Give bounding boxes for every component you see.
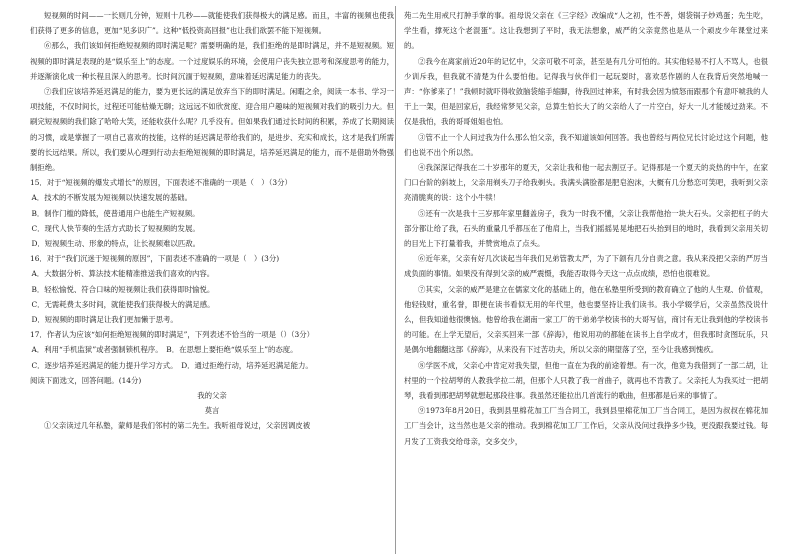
essay-paragraph: 苑二先生用戒尺打肿手掌的事。祖母说父亲在《三字经》改编成“人之初，性不善，烟袋锅子炒鸡蛋；先生吃，学生看，撑死这个老混蛋”。这让我想到了平时，我无法想象，威严的父亲竟然也是从一个顽皮少年课堂过来的。 — [404, 11, 768, 51]
question-15-option-c: C．现代人快节奏的生活方式助长了短视频的发展。 — [31, 223, 200, 233]
essay-paragraph: ②我今在离家前近20年的记忆中，父亲可敬不可亲，甚至是有几分可怕的。其实他轻易不打人不骂人，也很少训斥我，但我就不清楚为什么要怕他。记得我与伙伴们一起玩耍时，喜欢恶作剧的人在我背后突然地喊一声：“你爹来了！”我顿时就吓得收敛脑袋缩手缩脚，待我回过神来，有时我会因为愤怒而跟那个有意吓唬我的人干上一架，但是回家后，我经常梦见父亲，总算生怕长大了的父亲给人了一片空白，好大一儿才能缓过劲来。不仅是我怕，我的哥哥姐姐也怕。 — [404, 56, 768, 127]
question-17: 17．作者认为应该“如何拒绝短视频的即时满足”，下列表述不恰当的一项是（）（3分） — [30, 330, 315, 340]
question-16-option-d: D．短视频的即时满足让我们更加懒于思考。 — [31, 315, 178, 325]
essay-paragraph: ⑨1973年8月20日，我到县里棉花加工厂当合同工，我到县里棉花加工厂当合同工，是因为叔叔在棉花加工厂当会计，这当然也是父亲的推动。我到棉花加工厂工作后，父亲从没问过我挣多少钱，更没跟我要过钱。每月发了工资我交给母亲，交多交少， — [404, 406, 768, 446]
passage-paragraph: 短视频的时间——一长则几分钟，短则十几秒——就能使我们获得极大的满足感。而且，丰富的视频也使我们获得了更多的信息，更加“见多识广”。这种“低投资高回报”也让我们欲罢不能下短视频。 — [30, 11, 394, 36]
question-15-option-a: A．技术的不断发展为短视频以快速发展的基础。 — [31, 193, 193, 203]
reading-intro: 阅读下面选文，回答问题。(14分) — [30, 375, 142, 385]
essay-author: 莫言 — [204, 406, 220, 416]
question-16: 16．对于“我们沉迷于短视频的原因”，下面表述不准确的一项是（ ）(3分) — [30, 254, 280, 264]
passage-paragraph: ⑥那么，我们该如何拒绝短视频的即时满足呢？需要明确的是，我们拒绝的是即时满足，并不是短视频。短视频的即时满足表现的是“娱乐至上”的态度。一个过度娱乐的环境，会使用户丧失独立思考和深度思考的能力，并逐渐演化成一种长程且深入的思考。长时间沉湎于短视频，意味着延迟满足能力的丧失。 — [30, 41, 394, 81]
essay-paragraph: ⑦其实，父亲的威严是建立在儒家文化的基础上的，他在私塾里所受到的教育确立了他的人生观、价值观，他轻钱财，重名誉，即便在读书看似无用的年代里，他也要坚持让我们读书。我小学辍学后，父亲虽然没说什么，但我知道他很懊恼。他曾给我在湖南一家工厂的干弟弟学校读书的大哥写信，商讨有无让我到他的学校读书的可能。在上学无望后，父亲买回来一部《辞海》，他说用功的都能在读书上自学成才，但我那时贪图玩乐，只是偶尔地翻翻这部《辞海》，从来没有下过苦功夫，所以父亲的期望落了空，至今让我感到愧疚。 — [404, 284, 768, 355]
essay-paragraph: ④我深深记得我在二十岁那年的夏天，父亲让我和他一起去割豆子。记得那是一个夏天的炎热的中午，在家门口台阶的斜坡上，父亲用剃头刀子给我剃头。我满头满脸都是肥皂泡沫，大概有几分愁恋可笑吧，我听到父亲亮清脆爽的说：这个小牛犊！ — [404, 163, 768, 203]
column-divider — [395, 6, 396, 554]
question-15: 15．对于“短视频的爆发式增长”的原因，下面表述不准确的一项是（ ）（3分） — [30, 178, 292, 188]
question-16-option-c: C．无需耗费太多时间，就能使我们获得极大的满足感。 — [31, 299, 215, 309]
essay-title: 我的父亲 — [197, 391, 227, 401]
question-15-option-d: D．短视频生动、形象的特点，让长视频难以匹敌。 — [31, 239, 200, 249]
question-17-options-cd: C．逐步培养延迟满足的能力提升学习方式。 D．通过拒绝行动，培养延迟满足能力。 — [31, 360, 313, 370]
essay-paragraph: ⑧学医不成，父亲心中肯定对我失望，但他一直在为我的前途着想。有一次，他竟为我借到了一部二胡，让村里的一个拉胡琴的人教我学拉二胡，但那个人只教了我一首曲子，就再也不肯教了。父亲托人为我买过一把胡琴，我看到那把胡琴就想起那段往事。我虽然还能拉出几首流行的歌曲，但那都是后来的事情了。 — [404, 360, 768, 401]
question-17-options-ab: A．利用“手机监狱”或者强制锁机程序。 B．在思想上要拒绝“娱乐至上”的态度。 — [31, 345, 298, 355]
right-column — [404, 8, 768, 449]
question-16-option-b: B．轻松愉悦、符合口味的短视频让我们获得即时愉悦。 — [31, 284, 215, 294]
left-column — [30, 8, 394, 434]
passage-paragraph: ⑦我们应该培养延迟满足的能力，要为更长远的满足放弃当下的即时满足。闲暇之余，阅读一本书、学习一项技能，不仅时间长，过程还可能枯燥无聊；这远远不如欣赏度、迎合用户趣味的短视频对我们的吸引力大。但刷完短视频的我们除了哈哈大笑，还能收获什么呢？几乎没有。但如果我们通过长时间的积累，养成了长期阅读的习惯，或是掌握了一项自己喜欢的技能，这样的延迟满足带给我们的，是进步、充实和成长，这才是我们所需要的长远结果。所以，我们要从心理到行动去拒绝短视频的即时满足，培养延迟满足的能力，而不是借助外物强制拒绝。 — [30, 87, 394, 173]
essay-paragraph: ⑥近年来，父亲有好几次谈起当年我们兄弟管教太严，为了下颌有几分自责之意。我从来没把父亲的严厉当成负面的事情。如果没有得到父亲的威严震慑，我能否取得今天这一点点成绩，恐怕也很难说。 — [404, 254, 768, 279]
question-16-option-a: A．大数据分析、算法技术能精准推送我们喜欢的内容。 — [31, 269, 215, 279]
essay-paragraph: ③管不止一个人问过我为什么那么怕父亲，我不知道该如何回答。我也曾经与两位兄长讨论过这个问题，他们也说不出个所以然。 — [404, 132, 768, 157]
essay-paragraph: ①父亲读过几年私塾，蒙师是我们邻村的第二先生。我听祖母说过，父亲因调皮被 — [44, 421, 311, 431]
essay-paragraph: ⑤还有一次是我十三岁那年家里翻盖房子，我为一时我不懂，父亲让我帮他抬一块大石头。父亲把杠子的大部分都让给了我，石头的重量几乎都压在了他肩上，当我们摇摇晃晃地把石头抬到目的地时，我看到父亲用关切的目光上下打量着我，并赞赏地点了点头。 — [404, 208, 768, 249]
question-15-option-b: B．制作门槛的降低，使普通用户也能生产短视频。 — [31, 208, 200, 218]
